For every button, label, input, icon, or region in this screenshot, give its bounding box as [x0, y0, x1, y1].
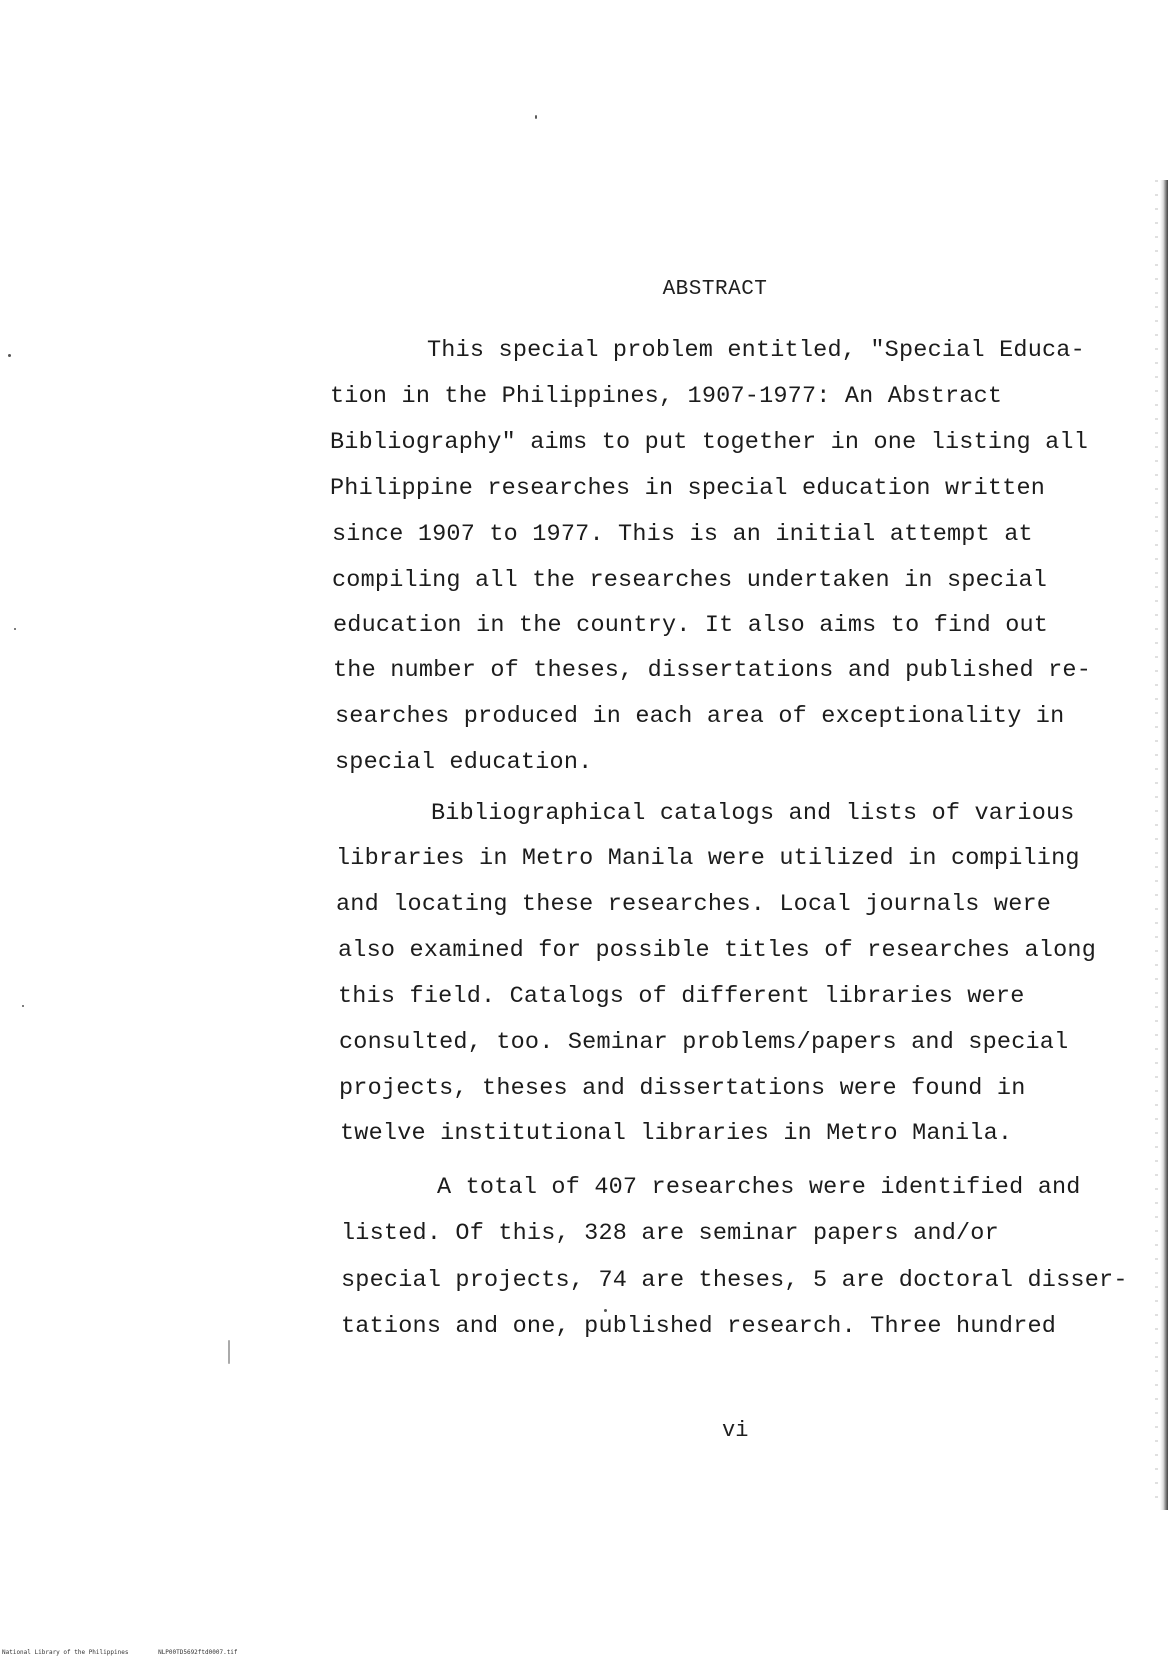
text-line: This special problem entitled, "Special Educa- — [427, 337, 1085, 364]
scan-speck — [22, 1005, 24, 1007]
scan-speck — [228, 1340, 230, 1364]
page-title: ABSTRACT — [662, 278, 768, 301]
text-line: searches produced in each area of exceptionality in — [335, 703, 1065, 730]
scan-edge-marks — [1155, 180, 1158, 1510]
text-line: education in the country. It also aims to find out — [333, 612, 1049, 639]
footer-file: NLP00TD5692ftd0007.tif — [158, 1649, 238, 1656]
text-line: and locating these researches. Local journals were — [336, 891, 1052, 918]
text-line: special education. — [335, 749, 593, 776]
scan-speck — [604, 1309, 607, 1312]
scan-footer — [2, 1649, 264, 1656]
scan-speck — [535, 115, 537, 119]
scan-edge-shadow — [1160, 180, 1168, 1510]
text-line: Bibliography" aims to put together in one listing all — [330, 429, 1089, 456]
text-line: Bibliographical catalogs and lists of various — [431, 800, 1075, 827]
page-number: vi — [722, 1418, 749, 1443]
text-line: twelve institutional libraries in Metro Manila. — [340, 1120, 1013, 1147]
text-line: tations and one, published research. Three hundred — [341, 1313, 1057, 1340]
scan-speck — [8, 354, 11, 357]
text-line: consulted, too. Seminar problems/papers and special — [339, 1029, 1069, 1056]
text-line: special projects, 74 are theses, 5 are doctoral disser- — [341, 1267, 1128, 1294]
text-line: this field. Catalogs of different libraries were — [338, 983, 1025, 1010]
text-line: the number of theses, dissertations and published re- — [333, 657, 1092, 684]
text-line: libraries in Metro Manila were utilized in compiling — [336, 845, 1080, 872]
footer-library: National Library of the Philippines — [2, 1649, 129, 1656]
text-line: Philippine researches in special education written — [330, 475, 1046, 502]
text-line: A total of 407 researches were identified and — [437, 1174, 1081, 1201]
text-line: listed. Of this, 328 are seminar papers and/or — [341, 1220, 999, 1247]
text-line: compiling all the researches undertaken in special — [332, 567, 1048, 594]
text-line: projects, theses and dissertations were found in — [339, 1075, 1026, 1102]
text-line: also examined for possible titles of researches along — [338, 937, 1097, 964]
text-line: tion in the Philippines, 1907-1977: An Abstract — [330, 383, 1003, 410]
scan-speck — [14, 628, 16, 630]
text-line: since 1907 to 1977. This is an initial attempt at — [332, 521, 1033, 548]
